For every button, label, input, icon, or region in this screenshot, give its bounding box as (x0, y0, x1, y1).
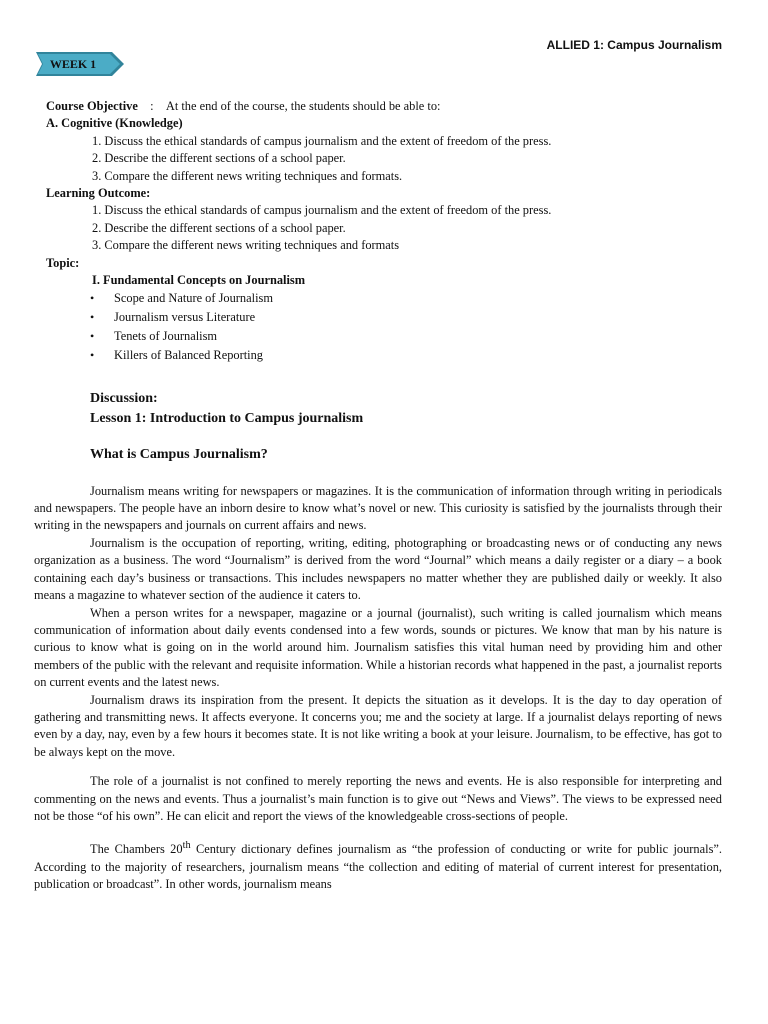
topic-list-item (34, 346, 722, 365)
document-body (34, 98, 722, 894)
body-paragraph: When a person writes for a newspaper, magazine or a journal (journalist), such writing is called journalism which means communication of information about daily events condensed into a few words, sounds or pictures. We know that man by his nature is curious to know what is going on in the world around him. Journalism satisfies this vital human need by providing him and other members of the public with the relevant and requisite information. While a historian records what happened in the past, a journalist reports on current events and the latest news. (34, 605, 722, 690)
last-paragraph-start: The Chambers 20 (90, 842, 183, 857)
discussion-heading (34, 389, 722, 429)
course-title: ALLIED 1: Campus Journalism (546, 38, 722, 52)
section-question: What is Campus Journalism? (90, 446, 268, 462)
body-paragraph: Journalism draws its inspiration from the present. It depicts the situation as it develops. It is the day to day operation of gathering and transmitting news. It affects everyone. It concerns you; me and the society at large. If a journalist delays reporting of news even by a day, nay, even by a few hours it becomes state. It is not like writing a book at your leisure. Journalism, to be effective, has got to be always kept on the move. (34, 692, 722, 759)
body-paragraph: Journalism is the occupation of reporting, writing, editing, photographing or broadcasting news or of conducting any news organization as a business. The word “Journalism” is derived from the word “Journal” which means a daily register or a diary – a book containing each day’s business or transactions. This includes newspapers no matter whether they are published daily or weekly. It also means a magazine to whatever section of the audience it caters to. (34, 535, 722, 603)
cognitive-heading: A. Cognitive (Knowledge) (46, 116, 183, 131)
objective-item: 1. Discuss the ethical standards of campus journalism and the extent of freedom of the press. (92, 133, 552, 148)
bullet-icon: • (90, 291, 95, 306)
last-paragraph-rest: Century dictionary defines journalism as “the profession of conducting or write for public journals”. According to the majority of researchers, journalism means “the collection and editing of material of current interest for presentation, publication or broadcast”. In other words, journalism means (34, 842, 722, 892)
week-label: WEEK 1 (49, 57, 97, 71)
topic-list-item-text: Killers of Balanced Reporting (114, 347, 263, 362)
outcome-item: 2. Describe the different sections of a school paper. (92, 220, 346, 235)
course-objective-text: At the end of the course, the students should be able to: (165, 99, 441, 113)
bullet-icon: • (90, 347, 95, 362)
body-paragraph: Journalism means writing for newspapers or magazines. It is the communication of information through writing in periodicals and newspapers. The people have an inborn desire to know what’s novel or new. This curiosity is satisfied by the journalists through their writing in the newspapers and journals on current affairs and news. (34, 483, 722, 533)
outcome-item: 1. Discuss the ethical standards of campus journalism and the extent of freedom of the press. (92, 203, 552, 218)
body-paragraph-last (34, 837, 722, 893)
lesson-title: Lesson 1: Introduction to Campus journalism (90, 410, 364, 426)
topic-list-item-text: Scope and Nature of Journalism (114, 291, 273, 306)
topic-list-item (34, 308, 722, 327)
topic-title: I. Fundamental Concepts on Journalism (92, 273, 306, 288)
course-objective (34, 98, 722, 115)
learning-outcome-heading: Learning Outcome: (46, 186, 151, 201)
superscript: th (182, 840, 191, 852)
bullet-icon: • (90, 310, 95, 325)
body-paragraph: The role of a journalist is not confined to merely reporting the news and events. He is also responsible for interpreting and commenting on the news and events. Thus a journalist’s main function is to give out “News and Views”. The views to be expressed need not be those “of his own”. He can elicit and report the views of the knowledgeable cross-sections of people. (34, 774, 722, 823)
topic-list (34, 289, 722, 364)
bullet-icon: • (90, 329, 95, 344)
topic-list-item (34, 327, 722, 346)
outcome-item: 3. Compare the different news writing techniques and formats (92, 238, 400, 253)
course-objective-label: Course Objective (46, 99, 138, 113)
course-objective-colon: : (150, 99, 154, 113)
objective-item: 3. Compare the different news writing techniques and formats. (92, 168, 403, 183)
objective-item: 2. Describe the different sections of a school paper. (92, 151, 346, 166)
topic-heading: Topic: (46, 255, 80, 270)
discussion-label: Discussion: (90, 390, 158, 406)
topic-list-item-text: Journalism versus Literature (114, 310, 256, 325)
week-tab (36, 52, 124, 76)
topic-list-item-text: Tenets of Journalism (114, 329, 218, 344)
topic-list-item (34, 289, 722, 308)
